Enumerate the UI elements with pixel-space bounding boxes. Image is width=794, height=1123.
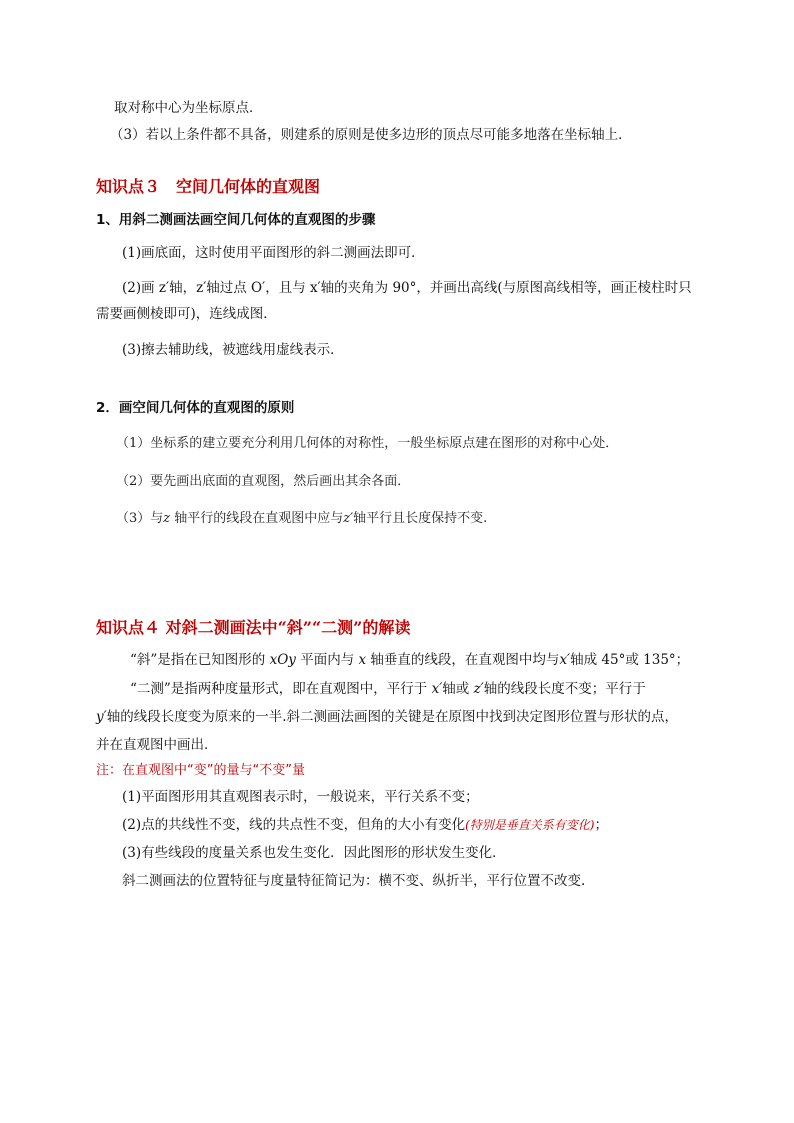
step-3: (3)擦去辅助线，被遮线用虚线表示． (122, 342, 344, 358)
note-heading: 注：在直观图中“变”的量与“不变”量 (96, 763, 305, 778)
note-item-3: (3)有些线段的度量关系也发生变化．因此图形的形状发生变化． (122, 845, 506, 861)
paragraph-line: 取对称中心为坐标原点． (114, 100, 263, 116)
math-x-prime: x′ (559, 652, 571, 668)
paragraph-line (96, 707, 678, 727)
subheading-principles: 2．画空间几何体的直观图的原则 (96, 400, 295, 416)
text-run: ； (594, 817, 608, 833)
step-1: (1)画底面，这时使用平面图形的斜二测画法即可． (122, 245, 425, 261)
paragraph-line (130, 679, 646, 699)
paragraph-line: 并在直观图中画出． (96, 737, 218, 753)
note-item-1: (1)平面图形用其直观图表示时，一般说来，平行关系不变； (122, 789, 479, 805)
math-y-prime: y′ (96, 709, 107, 725)
principle-1: （1）坐标系的建立要充分利用几何体的对称性，一般坐标原点建在图形的对称中心处． (116, 436, 619, 451)
text-run: “斜”是指在已知图形的 (130, 652, 270, 668)
subheading-steps: 1、用斜二测画法画空间几何体的直观图的步骤 (96, 212, 376, 228)
emphasis-text: (特别是垂直关系有变化) (465, 818, 595, 832)
math-z-prime: z′ (343, 511, 354, 526)
math-x: x (358, 652, 367, 668)
summary-line: 斜二测画法的位置特征与度量特征简记为：横不变、纵折半，平行位置不改变. (122, 873, 586, 889)
text-run: 轴的线段长度变为原来的一半.斜二测画法画图的关键是在原图中找到决定图形位置与形状的点， (106, 709, 678, 725)
step-2-line2: 需要画侧棱即可)，连线成图． (96, 306, 277, 322)
principle-2: （2）要先画出底面的直观图，然后画出其余各面． (116, 474, 411, 489)
paragraph-line (130, 650, 689, 670)
paragraph-line: （3）若以上条件都不具备，则建系的原则是使多边形的顶点尽可能多地落在坐标轴上． (110, 127, 632, 143)
math-z-prime: z′ (473, 681, 484, 697)
math-z: z (163, 511, 171, 526)
principle-3 (116, 509, 487, 529)
text-run: “二测”是指两种度量形式，即在直观图中，平行于 (130, 681, 432, 697)
text-run: 轴成 45°或 135°； (570, 652, 690, 668)
note-item-2 (122, 815, 608, 835)
text-run: 轴垂直的线段，在直观图中均与 (366, 652, 560, 668)
section-heading-3: 知识点３ 空间几何体的直观图 (96, 177, 321, 196)
text-run: （3）与 (116, 511, 164, 526)
text-run: (2)点的共线性不变，线的共点性不变，但角的大小有变化 (122, 817, 466, 833)
text-run: 轴的线段长度不变；平行于 (483, 681, 646, 697)
text-run: 轴平行的线段在直观图中应与 (170, 511, 344, 526)
text-run: 轴或 (442, 681, 474, 697)
text-run: 轴平行且长度保持不变. (353, 511, 488, 526)
step-2-line1: (2)画 z′轴，z′轴过点 O′，且与 x′轴的夹角为 90°，并画出高线(与原图高线相等，画正棱柱时只 (122, 280, 692, 296)
section-heading-4: 知识点４ 对斜二测画法中“斜”“二测”的解读 (96, 618, 411, 637)
text-run: 平面内与 (295, 652, 359, 668)
math-xoy: xOy (269, 652, 296, 668)
math-x-prime: x′ (431, 681, 443, 697)
